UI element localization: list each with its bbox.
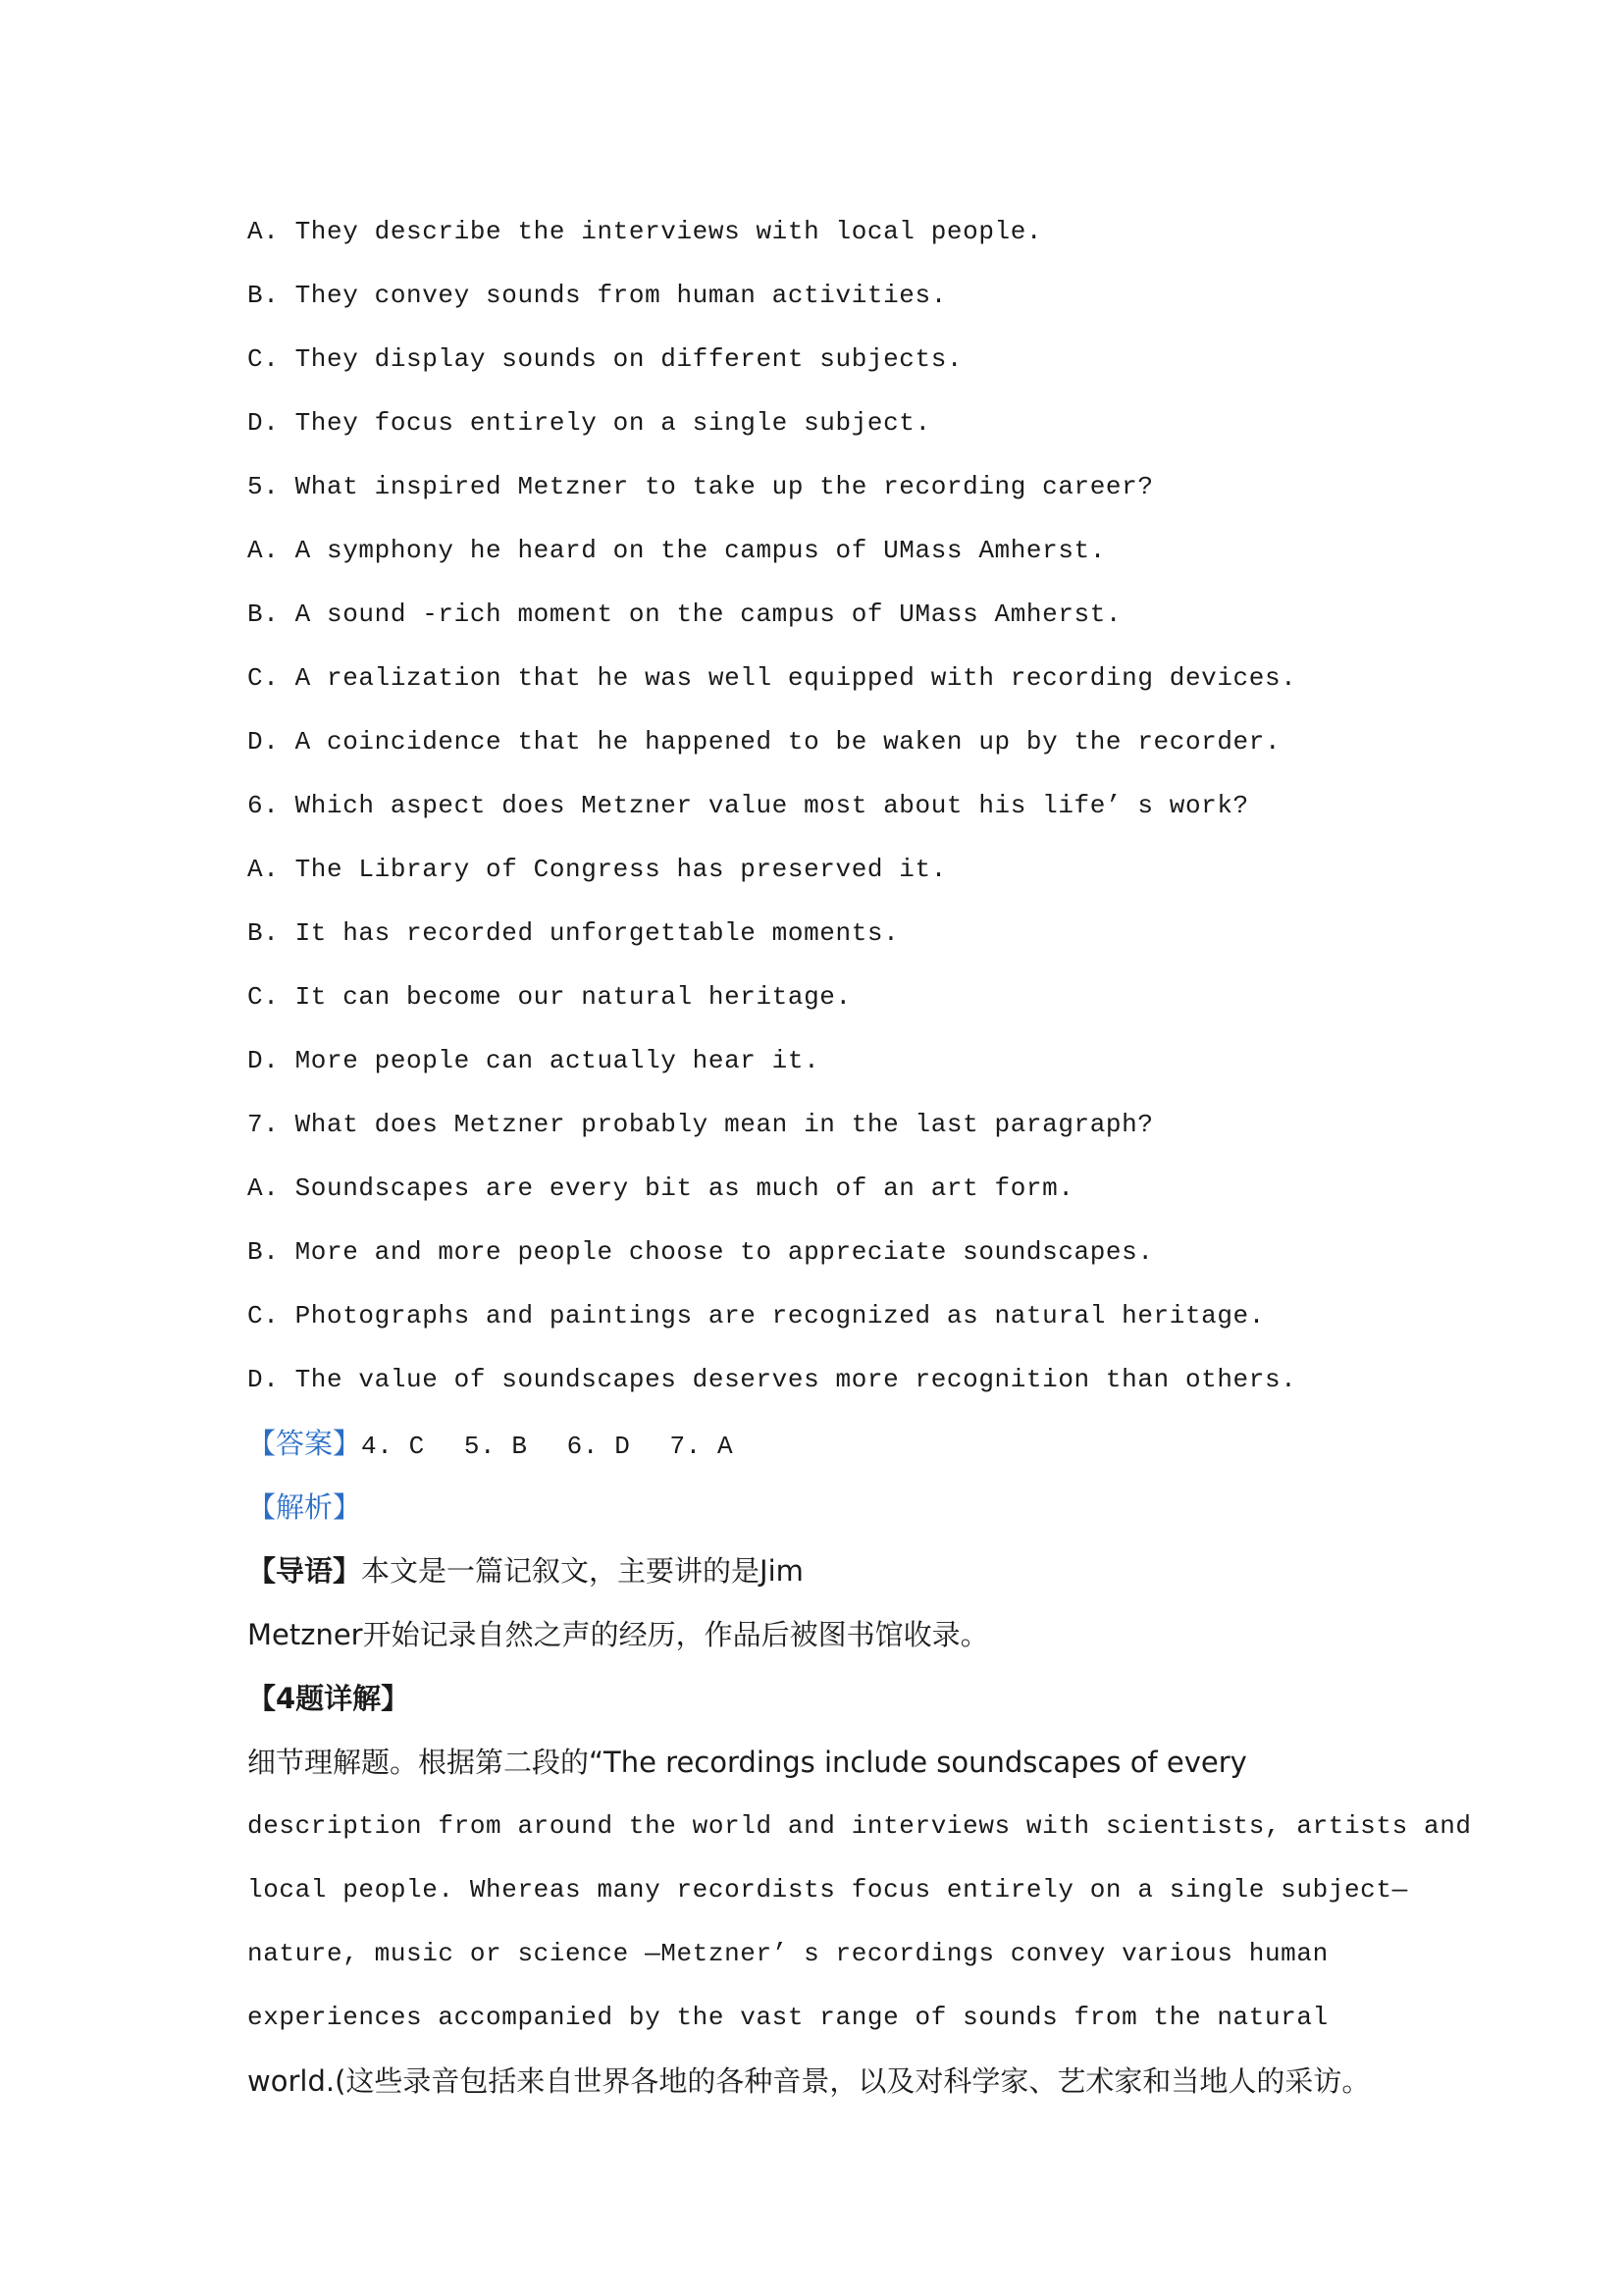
q4-detail-line-2: description from around the world and interviews with scientists, artists and xyxy=(247,1811,1472,1841)
q4-detail-label: 【4题详解】 xyxy=(247,1682,410,1715)
answer-line xyxy=(247,1422,1425,1486)
q6-question: 6. Which aspect does Metzner value most about his life’ s work? xyxy=(247,791,1249,820)
q7-option-a: A. Soundscapes are every bit as much of an art form. xyxy=(247,1174,1074,1203)
q7-question: 7. What does Metzner probably mean in the last paragraph? xyxy=(247,1110,1154,1139)
intro-line-1 xyxy=(247,1549,1425,1613)
q4-detail-line-5: experiences accompanied by the vast range of sounds from the natural xyxy=(247,2003,1329,2032)
intro-label: 【导语】 xyxy=(247,1554,362,1588)
answer-item-4: 4. C xyxy=(361,1432,425,1461)
q7-option-b: B. More and more people choose to appreciate soundscapes. xyxy=(247,1237,1154,1267)
analysis-line xyxy=(247,1486,1425,1549)
q5-option-d: D. A coincidence that he happened to be waken up by the recorder. xyxy=(247,727,1282,757)
q4-option-c: C. They display sounds on different subjects. xyxy=(247,344,964,374)
q7-option-c: C. Photographs and paintings are recognized as natural heritage. xyxy=(247,1301,1265,1331)
q5-option-b: B. A sound -rich moment on the campus of UMass Amherst. xyxy=(247,600,1123,629)
q6-option-a: A. The Library of Congress has preserved it. xyxy=(247,855,947,884)
answer-item-7: 7. A xyxy=(669,1432,734,1461)
q4-detail-line-4: nature, music or science —Metzner’ s recordings convey various human xyxy=(247,1939,1329,1968)
answer-item-6: 6. D xyxy=(566,1432,631,1461)
analysis-label: 【解析】 xyxy=(247,1490,362,1524)
document-content xyxy=(247,210,1472,2123)
intro-text-1: 本文是一篇记叙文，主要讲的是Jim xyxy=(361,1554,804,1588)
q6-option-c: C. It can become our natural heritage. xyxy=(247,982,852,1012)
q5-option-c: C. A realization that he was well equipped with recording devices. xyxy=(247,663,1297,693)
answer-item-5: 5. B xyxy=(463,1432,528,1461)
q5-option-a: A. A symphony he heard on the campus of UMass Amherst. xyxy=(247,536,1106,565)
q6-option-b: B. It has recorded unforgettable moments. xyxy=(247,918,900,948)
q4-detail-line-6: world.(这些录音包括来自世界各地的各种音景，以及对科学家、艺术家和当地人的采访。 xyxy=(247,2064,1371,2098)
q7-option-d: D. The value of soundscapes deserves more recognition than others. xyxy=(247,1365,1297,1394)
q4-detail-line-3: local people. Whereas many recordists focus entirely on a single subject— xyxy=(247,1875,1408,1905)
q4-option-b: B. They convey sounds from human activities. xyxy=(247,281,947,310)
q4-option-a: A. They describe the interviews with local people. xyxy=(247,217,1043,246)
q4-detail-heading xyxy=(247,1677,1425,1741)
q4-detail-line-1: 细节理解题。根据第二段的“The recordings include soundscapes of every xyxy=(247,1746,1247,1779)
answer-label: 【答案】 xyxy=(247,1427,362,1460)
q6-option-d: D. More people can actually hear it. xyxy=(247,1046,820,1075)
q4-option-d: D. They focus entirely on a single subject. xyxy=(247,408,931,438)
q5-question: 5. What inspired Metzner to take up the recording career? xyxy=(247,472,1154,501)
intro-line-2: Metzner开始记录自然之声的经历，作品后被图书馆收录。 xyxy=(247,1618,989,1651)
